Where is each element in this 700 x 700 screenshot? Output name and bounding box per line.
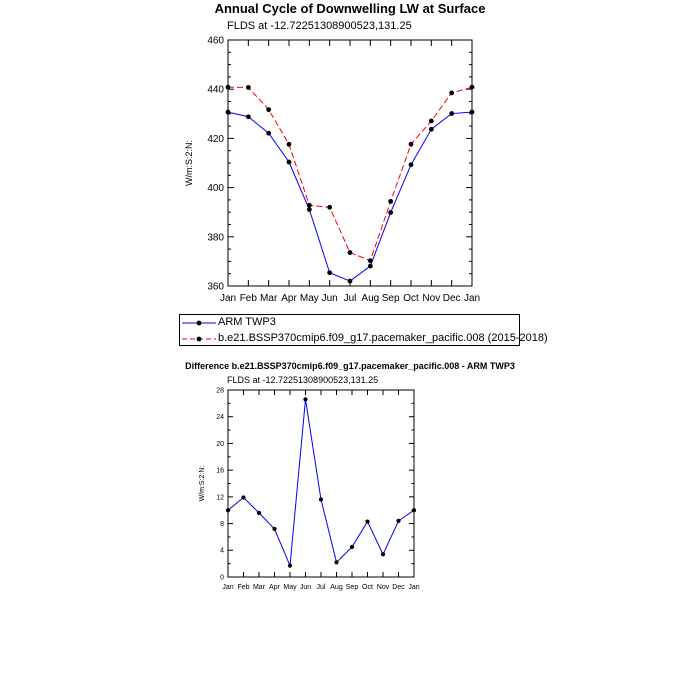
legend [179, 314, 548, 346]
data-point [388, 199, 393, 204]
data-point [449, 90, 454, 95]
data-point [368, 264, 373, 269]
data-point [381, 552, 385, 556]
figure-title: Annual Cycle of Downwelling LW at Surface [214, 1, 486, 16]
data-point [348, 279, 353, 284]
x-tick-label: Jun [299, 584, 312, 591]
y-tick-label: 380 [207, 232, 224, 244]
plot-frame [228, 390, 414, 577]
data-point [449, 111, 454, 116]
x-tick-label: Aug [330, 584, 343, 591]
series-line-0 [228, 399, 414, 565]
y-axis-label: W/m:S:2:N: [184, 139, 194, 187]
data-point [327, 270, 332, 275]
data-point [429, 127, 434, 132]
x-tick-label: Jan [222, 584, 234, 591]
x-tick-label: Apr [269, 584, 280, 591]
data-point [307, 207, 312, 212]
y-tick-label: 460 [207, 35, 224, 47]
top-chart-subtitle: FLDS at -12.72251308900523,131.25 [227, 20, 412, 32]
data-point [246, 85, 251, 90]
series-line-0 [228, 112, 472, 281]
x-tick-label: Oct [362, 584, 373, 591]
data-point [226, 508, 230, 512]
data-point [470, 85, 475, 90]
x-tick-label: Feb [237, 584, 250, 591]
bottom-chart-subtitle: FLDS at -12.72251308900523,131.25 [227, 375, 379, 385]
data-point [334, 560, 338, 564]
legend-item-model [180, 332, 548, 346]
x-tick-label: Sep [345, 584, 359, 591]
x-tick-label: Aug [361, 293, 380, 304]
data-point [246, 114, 251, 119]
data-point [350, 545, 354, 549]
x-tick-label: Mar [260, 293, 278, 304]
y-tick-label: 20 [216, 440, 224, 448]
x-tick-label: Dec [392, 584, 405, 591]
data-point [327, 205, 332, 210]
data-point [266, 107, 271, 112]
x-tick-label: Jan [408, 584, 420, 591]
y-tick-label: 440 [207, 84, 224, 96]
x-tick-label: Apr [281, 293, 297, 304]
y-tick-label: 0 [220, 574, 224, 582]
difference-chart [199, 387, 420, 591]
data-point [396, 519, 400, 523]
y-tick-label: 16 [216, 467, 224, 475]
data-point [470, 110, 475, 115]
x-tick-label: Jan [219, 293, 237, 304]
y-tick-label: 12 [216, 494, 224, 502]
x-tick-label: Oct [403, 293, 419, 304]
data-point [365, 519, 369, 523]
y-tick-label: 420 [207, 133, 224, 145]
legend-swatch-obs [180, 316, 220, 330]
data-point [409, 142, 414, 147]
annual-cycle-chart [184, 36, 480, 305]
legend-label-model: b.e21.BSSP370cmip6.f09_g17.pacemaker_pacific.008 (2015-2018) [218, 332, 548, 344]
legend-label-obs: ARM TWP3 [218, 316, 276, 328]
x-tick-label: Jul [343, 293, 357, 304]
x-tick-label: Nov [422, 293, 441, 304]
y-tick-label: 24 [216, 414, 224, 422]
x-tick-label: Jun [321, 293, 338, 304]
data-point [409, 162, 414, 167]
x-tick-label: Feb [239, 293, 257, 304]
data-point [303, 397, 307, 401]
y-tick-label: 28 [216, 387, 224, 395]
x-tick-label: Nov [376, 584, 390, 591]
x-tick-label: Jul [316, 584, 326, 591]
data-point [241, 495, 245, 499]
x-tick-label: Sep [381, 293, 400, 304]
data-point [287, 160, 292, 165]
legend-swatch-model [180, 332, 220, 346]
data-point [319, 497, 323, 501]
y-axis-label: W/m:S:2:N: [199, 465, 206, 502]
legend-item-obs [180, 316, 519, 330]
series-line-1 [228, 87, 472, 260]
y-tick-label: 400 [207, 183, 224, 195]
x-tick-label: May [299, 293, 319, 304]
data-point [287, 142, 292, 147]
x-tick-label: May [283, 584, 297, 591]
data-point [368, 258, 373, 263]
x-tick-label: Mar [252, 584, 266, 591]
data-point [412, 508, 416, 512]
data-point [226, 85, 231, 90]
x-tick-label: Dec [442, 293, 461, 304]
data-point [226, 110, 231, 115]
y-tick-label: 4 [220, 547, 224, 555]
data-point [272, 527, 276, 531]
data-point [348, 250, 353, 255]
y-tick-label: 360 [207, 281, 224, 293]
data-point [307, 203, 312, 208]
difference-title: Difference b.e21.BSSP370cmip6.f09_g17.pacemaker_pacific.008 - ARM TWP3 [185, 361, 515, 371]
data-point [257, 511, 261, 515]
data-point [429, 119, 434, 124]
plot-frame [228, 40, 472, 286]
y-tick-label: 8 [220, 521, 224, 529]
data-point [266, 131, 271, 136]
data-point [388, 210, 393, 215]
data-point [288, 564, 292, 568]
x-tick-label: Jan [463, 293, 481, 304]
